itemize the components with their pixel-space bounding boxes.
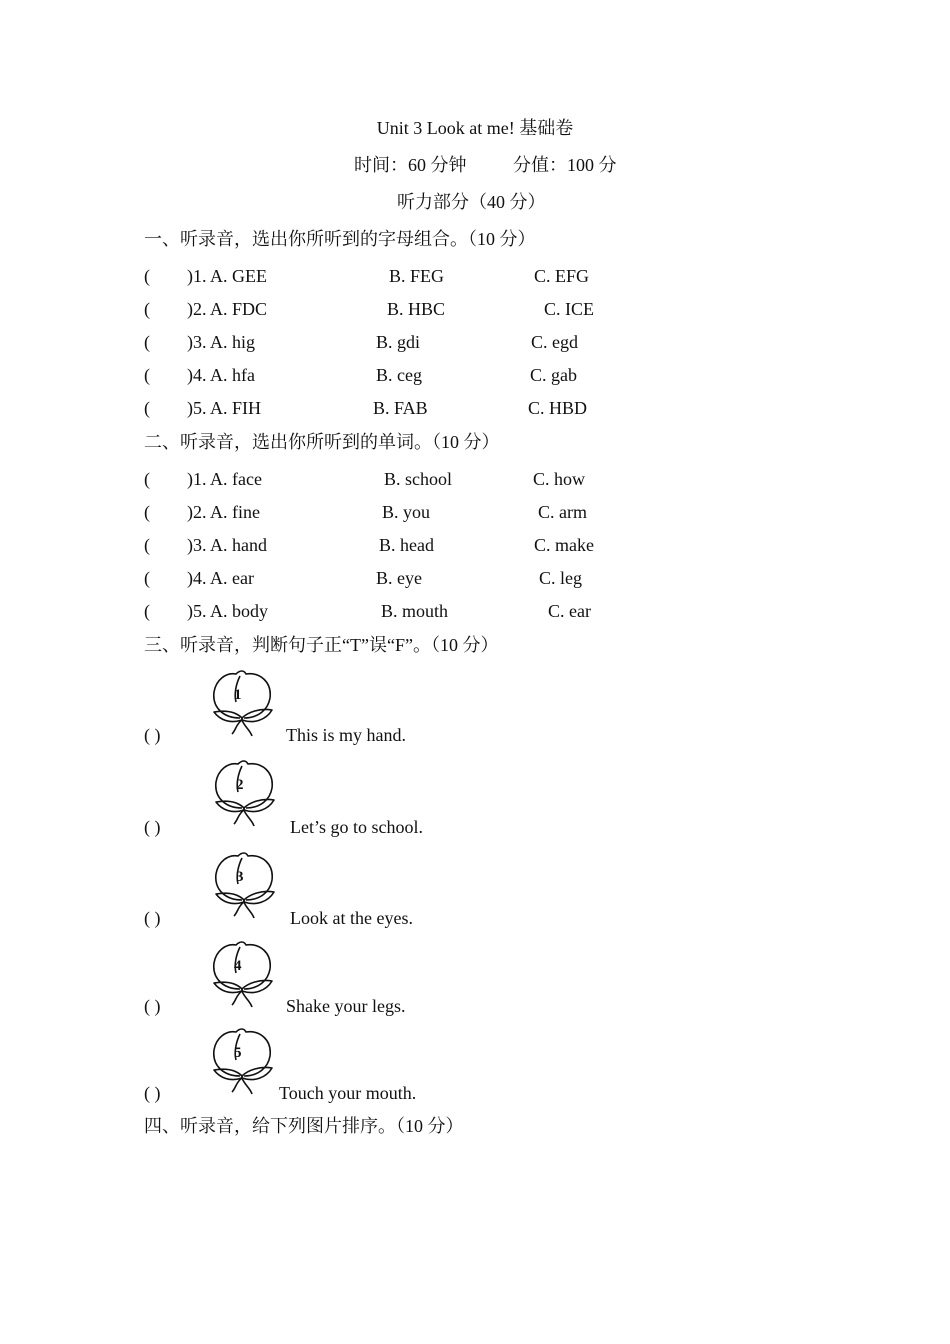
answer-paren[interactable]: ( bbox=[144, 365, 150, 385]
statement: Touch your mouth. bbox=[279, 1083, 417, 1103]
option-c: C. arm bbox=[538, 502, 587, 522]
exam-time: 时间：60 分钟 bbox=[354, 155, 467, 175]
statement: Shake your legs. bbox=[286, 996, 406, 1016]
peach-number: 5 bbox=[234, 1045, 242, 1061]
option-c: C. how bbox=[533, 469, 586, 489]
option-a: )5. A. FIH bbox=[187, 398, 262, 418]
option-a: )3. A. hig bbox=[187, 332, 256, 352]
option-b: B. you bbox=[382, 502, 431, 522]
option-c: C. ear bbox=[548, 601, 591, 621]
peach-number: 4 bbox=[234, 958, 242, 974]
option-b: B. ceg bbox=[376, 365, 422, 385]
answer-paren[interactable]: ( bbox=[144, 299, 150, 319]
answer-paren[interactable]: ( bbox=[144, 502, 150, 522]
listening-part-heading: 听力部分（40 分） bbox=[397, 192, 546, 212]
page-title: Unit 3 Look at me! 基础卷 bbox=[376, 118, 574, 138]
answer-paren[interactable]: ( bbox=[144, 266, 150, 286]
option-b: B. FAB bbox=[373, 398, 428, 418]
statement: This is my hand. bbox=[286, 725, 406, 745]
section4-heading: 四、听录音，给下列图片排序。（10 分） bbox=[144, 1116, 464, 1136]
peach-number: 3 bbox=[236, 869, 244, 885]
peach-icon bbox=[206, 1026, 278, 1098]
answer-paren[interactable]: ( bbox=[144, 568, 150, 588]
exam-score: 分值：100 分 bbox=[513, 155, 617, 175]
option-b: B. gdi bbox=[376, 332, 421, 352]
option-c: C. egd bbox=[531, 332, 578, 352]
option-a: )4. A. ear bbox=[187, 568, 254, 588]
option-b: B. school bbox=[384, 469, 453, 489]
peach-icon bbox=[206, 668, 278, 740]
peach-icon bbox=[206, 939, 278, 1011]
option-c: C. ICE bbox=[544, 299, 595, 319]
answer-paren[interactable]: ( ) bbox=[144, 817, 161, 837]
peach-number: 2 bbox=[236, 777, 244, 793]
statement: Let’s go to school. bbox=[290, 817, 423, 837]
option-b: B. eye bbox=[376, 568, 422, 588]
option-b: B. HBC bbox=[387, 299, 446, 319]
option-b: B. FEG bbox=[389, 266, 445, 286]
peach-icon bbox=[208, 850, 280, 922]
option-b: B. head bbox=[379, 535, 434, 555]
section3-heading: 三、听录音，判断句子正“T”误“F”。（10 分） bbox=[144, 635, 499, 655]
option-c: C. EFG bbox=[534, 266, 590, 286]
option-a: )2. A. fine bbox=[187, 502, 260, 522]
option-c: C. HBD bbox=[528, 398, 588, 418]
statement: Look at the eyes. bbox=[290, 908, 413, 928]
answer-paren[interactable]: ( bbox=[144, 332, 150, 352]
answer-paren[interactable]: ( bbox=[144, 469, 150, 489]
answer-paren[interactable]: ( bbox=[144, 535, 150, 555]
answer-paren[interactable]: ( bbox=[144, 398, 150, 418]
option-a: )4. A. hfa bbox=[187, 365, 255, 385]
answer-paren[interactable]: ( ) bbox=[144, 908, 161, 928]
section1-heading: 一、听录音，选出你所听到的字母组合。（10 分） bbox=[144, 229, 536, 249]
option-a: )3. A. hand bbox=[187, 535, 267, 555]
option-a: )5. A. body bbox=[187, 601, 268, 621]
option-b: B. mouth bbox=[381, 601, 449, 621]
option-c: C. leg bbox=[539, 568, 582, 588]
option-c: C. gab bbox=[530, 365, 577, 385]
peach-number: 1 bbox=[234, 687, 242, 703]
option-a: )1. A. face bbox=[187, 469, 262, 489]
answer-paren[interactable]: ( ) bbox=[144, 1083, 161, 1103]
answer-paren[interactable]: ( bbox=[144, 601, 150, 621]
answer-paren[interactable]: ( ) bbox=[144, 996, 161, 1016]
option-a: )1. A. GEE bbox=[187, 266, 267, 286]
section2-heading: 二、听录音，选出你所听到的单词。（10 分） bbox=[144, 432, 500, 452]
option-a: )2. A. FDC bbox=[187, 299, 268, 319]
peach-icon bbox=[208, 758, 280, 830]
option-c: C. make bbox=[534, 535, 594, 555]
answer-paren[interactable]: ( ) bbox=[144, 725, 161, 745]
